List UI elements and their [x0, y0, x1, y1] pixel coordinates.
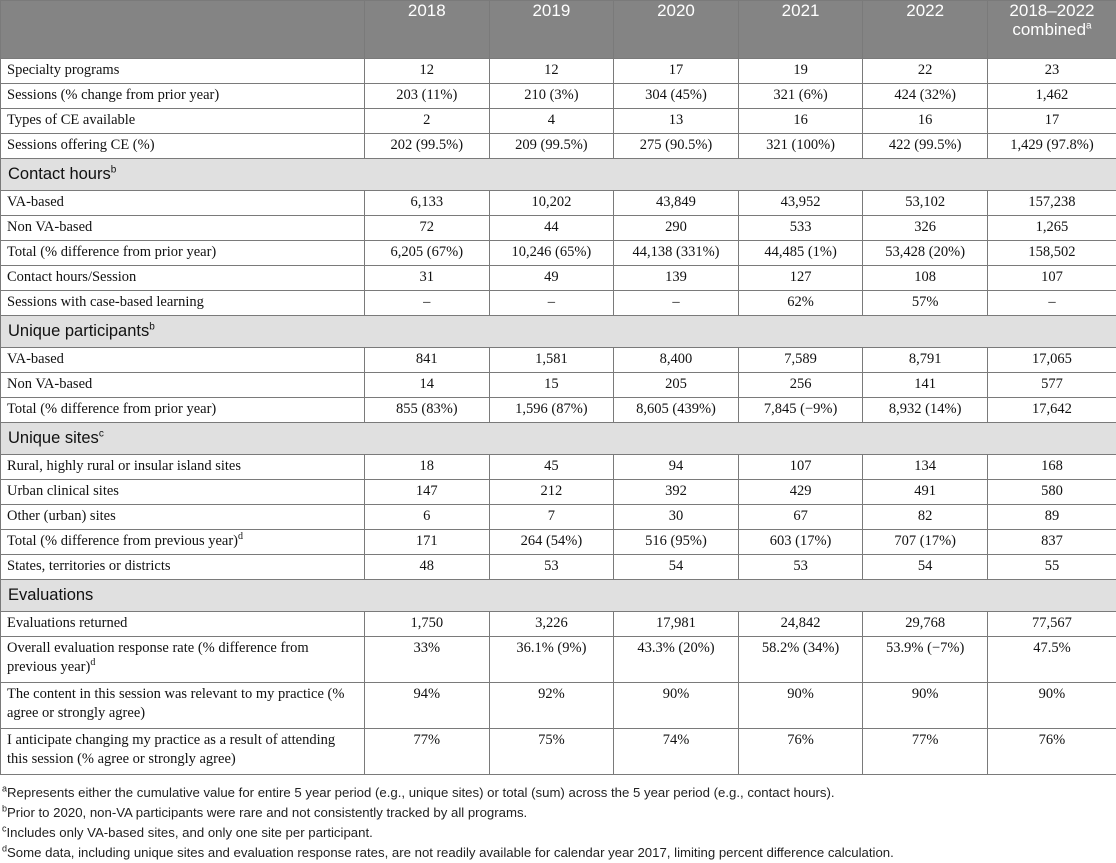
table-row	[1, 134, 1116, 159]
value-cell: 304 (45%)	[614, 84, 739, 109]
value-cell: 107	[987, 266, 1116, 291]
row-label-cell	[1, 241, 365, 266]
row-label-cell	[1, 134, 365, 159]
row-label-cell	[1, 348, 365, 373]
table-row	[1, 555, 1116, 580]
value-cell: 209 (99.5%)	[489, 134, 614, 159]
row-label-cell	[1, 84, 365, 109]
section-header-row	[1, 580, 1116, 612]
value-cell: 48	[365, 555, 490, 580]
row-label-cell	[1, 637, 365, 683]
value-cell: 8,932 (14%)	[863, 398, 988, 423]
value-cell: 491	[863, 480, 988, 505]
table-row	[1, 241, 1116, 266]
year-header-2021: 2021	[738, 1, 863, 59]
value-cell: 203 (11%)	[365, 84, 490, 109]
value-cell: 44	[489, 216, 614, 241]
value-cell: 24,842	[738, 612, 863, 637]
value-cell: 139	[614, 266, 739, 291]
table-body	[1, 59, 1116, 775]
value-cell: 275 (90.5%)	[614, 134, 739, 159]
value-cell: 23	[987, 59, 1116, 84]
row-label: VA-based	[7, 194, 64, 210]
footnote-a	[0, 783, 1116, 803]
row-label: Urban clinical sites	[7, 483, 119, 499]
value-cell: 19	[738, 59, 863, 84]
value-cell: 54	[614, 555, 739, 580]
header-row	[1, 1, 1116, 59]
value-cell: 108	[863, 266, 988, 291]
value-cell: 16	[738, 109, 863, 134]
value-cell: 90%	[614, 683, 739, 729]
year-header-2018: 2018	[365, 1, 490, 59]
section-title	[1, 580, 1116, 612]
row-footnote-mark: d	[90, 657, 95, 668]
value-cell: 603 (17%)	[738, 530, 863, 555]
value-cell: 202 (99.5%)	[365, 134, 490, 159]
value-cell: 6	[365, 505, 490, 530]
table-row	[1, 683, 1116, 729]
combined-header-footnote-mark: a	[1086, 20, 1092, 31]
value-cell: 8,400	[614, 348, 739, 373]
row-label-cell	[1, 216, 365, 241]
table-row	[1, 84, 1116, 109]
row-label-cell	[1, 373, 365, 398]
row-label: VA-based	[7, 351, 64, 367]
value-cell: 837	[987, 530, 1116, 555]
year-header-2022: 2022	[863, 1, 988, 59]
row-label: Sessions with case-based learning	[7, 294, 204, 310]
value-cell: 54	[863, 555, 988, 580]
section-title-text: Unique participants	[8, 322, 149, 340]
row-label: I anticipate changing my practice as a result of attending this session (% agree or strongly agree)	[7, 732, 335, 767]
table-row	[1, 455, 1116, 480]
value-cell: 62%	[738, 291, 863, 316]
value-cell: 321 (6%)	[738, 84, 863, 109]
section-header-row	[1, 423, 1116, 455]
section-footnote-mark: b	[149, 322, 155, 333]
row-label: Contact hours/Session	[7, 269, 136, 285]
value-cell: 6,133	[365, 191, 490, 216]
section-title	[1, 423, 1116, 455]
table-row	[1, 530, 1116, 555]
row-label: Non VA-based	[7, 219, 92, 235]
value-cell: 94%	[365, 683, 490, 729]
value-cell: 94	[614, 455, 739, 480]
row-label: Sessions (% change from prior year)	[7, 87, 219, 103]
section-title-text: Unique sites	[8, 429, 99, 447]
row-label-cell	[1, 612, 365, 637]
row-label: Other (urban) sites	[7, 508, 116, 524]
value-cell: 1,265	[987, 216, 1116, 241]
header-corner-cell	[1, 1, 365, 59]
value-cell: 1,596 (87%)	[489, 398, 614, 423]
value-cell: 855 (83%)	[365, 398, 490, 423]
value-cell: 6,205 (67%)	[365, 241, 490, 266]
row-label: Rural, highly rural or insular island sites	[7, 458, 241, 474]
row-label-cell	[1, 480, 365, 505]
row-label-cell	[1, 555, 365, 580]
value-cell: 53	[738, 555, 863, 580]
value-cell: 17,642	[987, 398, 1116, 423]
row-footnote-mark: d	[238, 531, 243, 542]
row-label: Overall evaluation response rate (% difference from previous year)	[7, 640, 309, 675]
value-cell: 47.5%	[987, 637, 1116, 683]
table-row	[1, 398, 1116, 423]
row-label: Total (% difference from prior year)	[7, 401, 216, 417]
row-label: Non VA-based	[7, 376, 92, 392]
row-label: Sessions offering CE (%)	[7, 137, 155, 153]
value-cell: 134	[863, 455, 988, 480]
row-label-cell	[1, 683, 365, 729]
value-cell: 12	[489, 59, 614, 84]
row-label: Total (% difference from prior year)	[7, 244, 216, 260]
value-cell: 43,849	[614, 191, 739, 216]
value-cell: 45	[489, 455, 614, 480]
table-row	[1, 729, 1116, 775]
value-cell: 1,462	[987, 84, 1116, 109]
combined-header-label: 2018–2022 combined	[1009, 1, 1094, 39]
section-title	[1, 159, 1116, 191]
row-label: States, territories or districts	[7, 558, 171, 574]
row-label-cell	[1, 530, 365, 555]
footnote-text: Prior to 2020, non-VA participants were rare and not consistently tracked by all programs.	[7, 805, 527, 820]
value-cell: 72	[365, 216, 490, 241]
footnote-text: Includes only VA-based sites, and only one site per participant.	[7, 825, 373, 840]
value-cell: –	[489, 291, 614, 316]
value-cell: 168	[987, 455, 1116, 480]
table-row	[1, 191, 1116, 216]
value-cell: 77%	[863, 729, 988, 775]
table-row	[1, 348, 1116, 373]
value-cell: 3,226	[489, 612, 614, 637]
row-label-cell	[1, 455, 365, 480]
value-cell: 30	[614, 505, 739, 530]
row-label-cell	[1, 729, 365, 775]
footnote-c	[0, 823, 1116, 843]
value-cell: –	[365, 291, 490, 316]
value-cell: 321 (100%)	[738, 134, 863, 159]
value-cell: 44,138 (331%)	[614, 241, 739, 266]
value-cell: 212	[489, 480, 614, 505]
value-cell: 13	[614, 109, 739, 134]
value-cell: 205	[614, 373, 739, 398]
value-cell: 90%	[863, 683, 988, 729]
footnote-text: Some data, including unique sites and evaluation response rates, are not readily available for calendar year 2017, limiting percent difference calculation.	[7, 845, 894, 860]
value-cell: 107	[738, 455, 863, 480]
value-cell: 8,791	[863, 348, 988, 373]
footnote-b	[0, 803, 1116, 823]
value-cell: 49	[489, 266, 614, 291]
footnote-mark: b	[2, 804, 7, 814]
row-label: Types of CE available	[7, 112, 135, 128]
footnote-mark: a	[2, 784, 7, 794]
value-cell: 76%	[738, 729, 863, 775]
section-header-row	[1, 159, 1116, 191]
footnote-text: Represents either the cumulative value for entire 5 year period (e.g., unique sites) or total (sum) across the 5 year period (e.g., contact hours).	[7, 785, 835, 800]
value-cell: 57%	[863, 291, 988, 316]
value-cell: 17	[614, 59, 739, 84]
value-cell: 76%	[987, 729, 1116, 775]
value-cell: 141	[863, 373, 988, 398]
value-cell: 158,502	[987, 241, 1116, 266]
value-cell: 58.2% (34%)	[738, 637, 863, 683]
value-cell: 841	[365, 348, 490, 373]
row-label: Evaluations returned	[7, 615, 127, 631]
value-cell: 16	[863, 109, 988, 134]
table-row	[1, 59, 1116, 84]
value-cell: 326	[863, 216, 988, 241]
section-title-text: Evaluations	[8, 586, 93, 604]
value-cell: 577	[987, 373, 1116, 398]
value-cell: 1,581	[489, 348, 614, 373]
footnote-mark: d	[2, 844, 7, 854]
value-cell: 77,567	[987, 612, 1116, 637]
value-cell: 147	[365, 480, 490, 505]
value-cell: 53,428 (20%)	[863, 241, 988, 266]
value-cell: 10,246 (65%)	[489, 241, 614, 266]
footnotes	[0, 783, 1116, 863]
value-cell: 90%	[738, 683, 863, 729]
value-cell: 89	[987, 505, 1116, 530]
value-cell: 264 (54%)	[489, 530, 614, 555]
row-label: The content in this session was relevant to my practice (% agree or strongly agree)	[7, 686, 344, 721]
table-header	[1, 1, 1116, 59]
value-cell: 157,238	[987, 191, 1116, 216]
value-cell: 10,202	[489, 191, 614, 216]
value-cell: 580	[987, 480, 1116, 505]
section-header-row	[1, 316, 1116, 348]
table-row	[1, 291, 1116, 316]
value-cell: 4	[489, 109, 614, 134]
row-label: Specialty programs	[7, 62, 119, 78]
value-cell: 2	[365, 109, 490, 134]
value-cell: 53,102	[863, 191, 988, 216]
value-cell: 22	[863, 59, 988, 84]
value-cell: –	[987, 291, 1116, 316]
value-cell: 1,429 (97.8%)	[987, 134, 1116, 159]
value-cell: 17,981	[614, 612, 739, 637]
footnote-mark: c	[2, 824, 7, 834]
value-cell: 7	[489, 505, 614, 530]
value-cell: 36.1% (9%)	[489, 637, 614, 683]
section-title	[1, 316, 1116, 348]
value-cell: 77%	[365, 729, 490, 775]
value-cell: 516 (95%)	[614, 530, 739, 555]
value-cell: 33%	[365, 637, 490, 683]
value-cell: 7,845 (−9%)	[738, 398, 863, 423]
value-cell: 55	[987, 555, 1116, 580]
value-cell: 75%	[489, 729, 614, 775]
value-cell: 29,768	[863, 612, 988, 637]
value-cell: 210 (3%)	[489, 84, 614, 109]
row-label-cell	[1, 191, 365, 216]
table-row	[1, 637, 1116, 683]
value-cell: –	[614, 291, 739, 316]
value-cell: 707 (17%)	[863, 530, 988, 555]
value-cell: 533	[738, 216, 863, 241]
value-cell: 67	[738, 505, 863, 530]
table-row	[1, 216, 1116, 241]
value-cell: 92%	[489, 683, 614, 729]
year-header-2020: 2020	[614, 1, 739, 59]
value-cell: 8,605 (439%)	[614, 398, 739, 423]
table-row	[1, 612, 1116, 637]
value-cell: 290	[614, 216, 739, 241]
row-label-cell	[1, 398, 365, 423]
table-row	[1, 480, 1116, 505]
value-cell: 44,485 (1%)	[738, 241, 863, 266]
table-row	[1, 505, 1116, 530]
value-cell: 82	[863, 505, 988, 530]
value-cell: 171	[365, 530, 490, 555]
value-cell: 15	[489, 373, 614, 398]
section-footnote-mark: c	[99, 429, 104, 440]
value-cell: 74%	[614, 729, 739, 775]
value-cell: 43,952	[738, 191, 863, 216]
table-row	[1, 373, 1116, 398]
section-title-text: Contact hours	[8, 165, 111, 183]
row-label-cell	[1, 266, 365, 291]
value-cell: 256	[738, 373, 863, 398]
row-label-cell	[1, 109, 365, 134]
value-cell: 53	[489, 555, 614, 580]
value-cell: 18	[365, 455, 490, 480]
value-cell: 424 (32%)	[863, 84, 988, 109]
value-cell: 1,750	[365, 612, 490, 637]
value-cell: 53.9% (−7%)	[863, 637, 988, 683]
row-label-cell	[1, 59, 365, 84]
row-label: Total (% difference from previous year)	[7, 533, 238, 549]
value-cell: 17	[987, 109, 1116, 134]
table-row	[1, 109, 1116, 134]
value-cell: 7,589	[738, 348, 863, 373]
value-cell: 43.3% (20%)	[614, 637, 739, 683]
value-cell: 392	[614, 480, 739, 505]
value-cell: 14	[365, 373, 490, 398]
footnote-d	[0, 843, 1116, 863]
value-cell: 31	[365, 266, 490, 291]
value-cell: 12	[365, 59, 490, 84]
row-label-cell	[1, 505, 365, 530]
value-cell: 90%	[987, 683, 1116, 729]
value-cell: 422 (99.5%)	[863, 134, 988, 159]
table-row	[1, 266, 1116, 291]
value-cell: 429	[738, 480, 863, 505]
combined-header	[987, 1, 1116, 59]
row-label-cell	[1, 291, 365, 316]
value-cell: 127	[738, 266, 863, 291]
section-footnote-mark: b	[111, 165, 117, 176]
year-header-2019: 2019	[489, 1, 614, 59]
value-cell: 17,065	[987, 348, 1116, 373]
